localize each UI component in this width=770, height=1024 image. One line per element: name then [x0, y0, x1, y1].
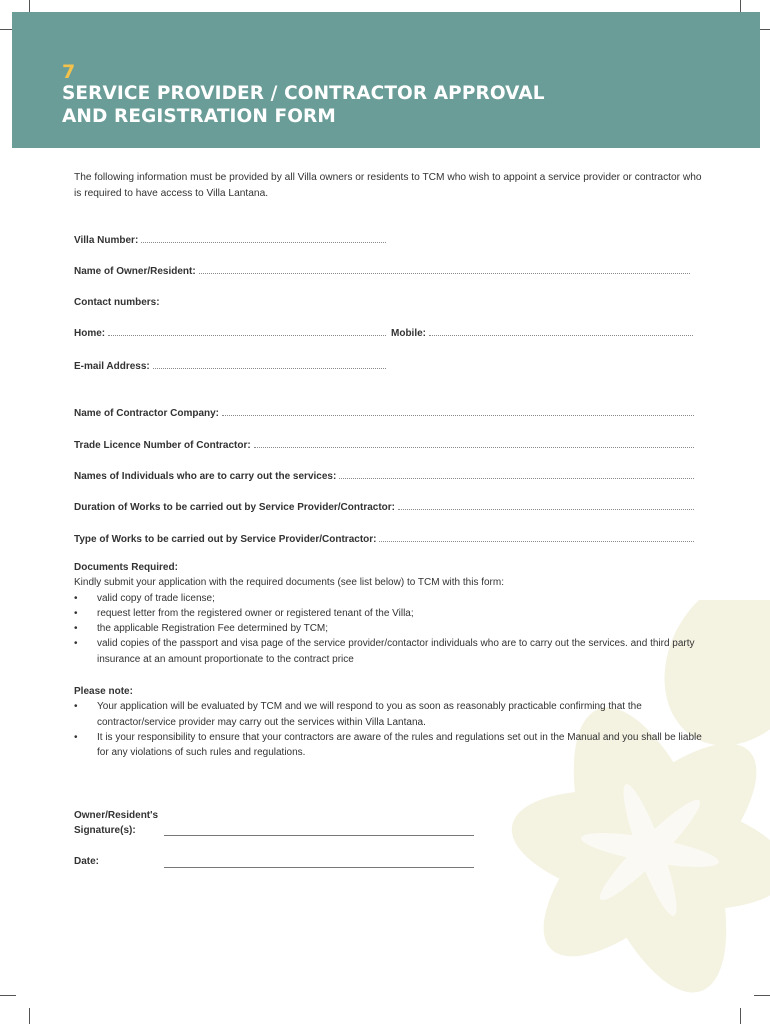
form-title-line1: SERVICE PROVIDER / CONTRACTOR APPROVAL: [62, 83, 545, 104]
section-number: 7: [62, 61, 76, 83]
crop-mark: [29, 1008, 30, 1024]
date-input-line[interactable]: [164, 866, 474, 868]
individuals-label: Names of Individuals who are to carry out the services:: [74, 471, 337, 482]
individuals-field[interactable]: [74, 468, 694, 482]
list-item: • the applicable Registration Fee determined by TCM;: [74, 621, 704, 636]
note-list: [74, 699, 704, 760]
note-heading: Please note:: [74, 686, 133, 697]
list-item: • It is your responsibility to ensure that your contractors are aware of the rules and regulations set out in the Manual and you shall be liable for any violations of such rules and regulations.: [74, 730, 704, 761]
email-label: E-mail Address:: [74, 361, 150, 372]
signature-label-line2: Signature(s):: [74, 825, 136, 836]
intro-paragraph: The following information must be provided by all Villa owners or residents to TCM who wish to appoint a service provider or contractor who is required to have access to Villa Lantana.: [74, 172, 702, 199]
form-title-line2: AND REGISTRATION FORM: [62, 106, 336, 127]
contact-numbers-heading: [74, 294, 274, 308]
list-item: • request letter from the registered owner or registered tenant of the Villa;: [74, 606, 704, 621]
list-item: • valid copy of trade license;: [74, 591, 704, 606]
villa-number-label: Villa Number:: [74, 235, 139, 246]
owner-name-input-line[interactable]: [199, 272, 690, 274]
home-phone-input-line[interactable]: [108, 334, 386, 336]
email-field[interactable]: [74, 358, 386, 372]
documents-section: [74, 560, 704, 667]
documents-list: [74, 591, 704, 667]
form-title: [62, 82, 545, 128]
villa-number-input-line[interactable]: [141, 241, 386, 243]
note-section: [74, 684, 704, 760]
signature-label: [74, 808, 158, 838]
email-input-line[interactable]: [153, 367, 386, 369]
documents-intro: Kindly submit your application with the required documents (see list below) to TCM with this form:: [74, 577, 504, 589]
crop-mark: [0, 995, 16, 996]
documents-heading: Documents Required:: [74, 562, 178, 573]
individuals-input-line[interactable]: [339, 477, 694, 479]
signature-label-line1: Owner/Resident's: [74, 810, 159, 821]
contractor-company-input-line[interactable]: [222, 414, 694, 416]
duration-input-line[interactable]: [398, 508, 694, 510]
owner-name-field[interactable]: [74, 263, 690, 277]
duration-field[interactable]: [74, 499, 694, 513]
home-phone-field[interactable]: [74, 325, 386, 339]
duration-label: Duration of Works to be carried out by Service Provider/Contractor:: [74, 502, 395, 513]
owner-name-label: Name of Owner/Resident:: [74, 266, 196, 277]
mobile-phone-field[interactable]: [391, 325, 693, 339]
trade-licence-label: Trade Licence Number of Contractor:: [74, 440, 251, 451]
contractor-company-label: Name of Contractor Company:: [74, 408, 220, 419]
type-of-works-field[interactable]: [74, 531, 694, 545]
mobile-phone-input-line[interactable]: [429, 334, 693, 336]
home-phone-label: Home:: [74, 328, 106, 339]
list-item: • Your application will be evaluated by TCM and we will respond to you as soon as reasonably practicable confirming that the contractor/service provider may carry out the services within Villa Lantana.: [74, 699, 704, 730]
contact-numbers-label: Contact numbers:: [74, 297, 160, 308]
signature-input-line[interactable]: [164, 834, 474, 836]
type-of-works-input-line[interactable]: [379, 540, 694, 542]
type-of-works-label: Type of Works to be carried out by Service Provider/Contractor:: [74, 534, 377, 545]
mobile-phone-label: Mobile:: [391, 328, 426, 339]
trade-licence-field[interactable]: [74, 437, 694, 451]
trade-licence-input-line[interactable]: [254, 446, 694, 448]
list-item: • valid copies of the passport and visa page of the service provider/contactor individuals who are to carry out the services. and third party insurance at an amount proportionate to the contract price: [74, 636, 704, 667]
villa-number-field[interactable]: [74, 232, 386, 246]
date-label: Date:: [74, 856, 100, 867]
contractor-company-field[interactable]: [74, 405, 694, 419]
